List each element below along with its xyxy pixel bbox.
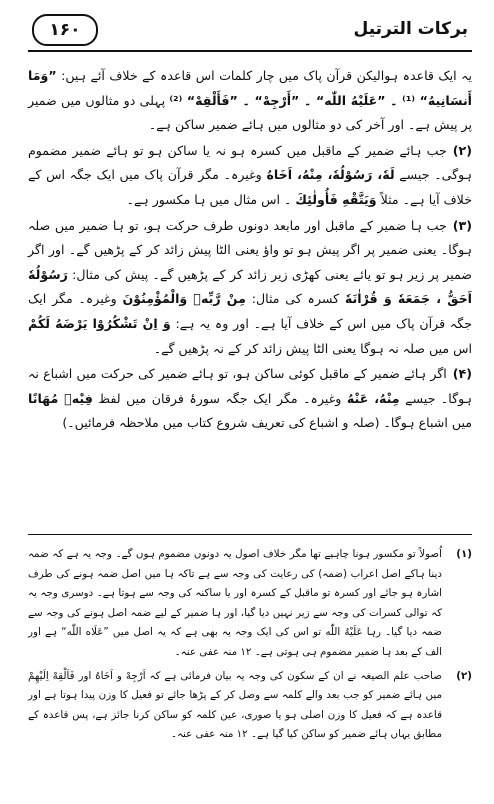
paragraph-number: (۴) xyxy=(452,366,472,382)
quranic-words: وَيَتَّقْهِ فَأُولٰئِكَ xyxy=(295,191,377,207)
rule-paragraph-2 xyxy=(28,139,472,213)
quranic-words: مِنْهُ، عَنْهُ xyxy=(346,390,400,406)
quranic-words: مِنْ رَّبِّهٖ وَالْمُؤْمِنُوْنَ xyxy=(122,291,246,307)
footnote xyxy=(28,667,472,745)
paragraph-text: جب ہا ضمیر کے ماقبل اور مابعد دونوں طرف حرکت ہو، تو ہا ضمیر میں صلہ ہوگا۔ یعنی ضمیر پر اگر پیش ہو تو واؤ یعنی الٹا پیش زائد کر کے پڑھیں گے۔ اور اگر ضمیر پر زیر ہو تو یائے یعنی کھڑی زیر زائد کر کے پڑھیں گے۔ پیش کی مثال: xyxy=(28,217,472,282)
paragraph-text: پہلی دو مثالوں میں ضمیر پر پیش ہے۔ اور آخر کی دو مثالوں میں ہائے ضمیر ساکن ہے۔ xyxy=(28,92,472,133)
header-rule xyxy=(28,50,472,52)
quranic-words: فِيْهٖ مُهَانًا xyxy=(28,390,93,406)
footnote-divider xyxy=(28,534,472,535)
paragraph-text: اس میں صلہ نہ ہوگا یعنی الٹا پیش زائد کر کے نہ پڑھیں گے۔ xyxy=(153,340,472,356)
footnote-text: صاحب علم الصیغہ نے ان کے سکون کی وجہ یہ بیان فرمائی ہے کہ اَرْجِهْ و اَخَاهُ اور فَاَلْقِهْ اِلَيْهِمْ میں ہائے ضمیر کو جب بعد والے کلمہ سے وصل کر کے پڑھا جائے تو فعیل کا وزن پیدا ہوتا ہے اور قاعدہ ہے کہ فعیل کا وزن اصلی ہو یا صوری، عین کلمہ کو ساکن کرنا جائز ہے، پس قاعدہ کے مطابق یہاں ہائے ضمیر کو ساکن کیا گیا ہے۔ ۱۲ منہ عفی عنہ۔ xyxy=(28,669,442,741)
paragraph-text: وغیرہ۔ مگر ایک جگہ سورۂ فرقان میں لفظ xyxy=(92,390,347,406)
paragraph-text: وغیرہ۔ مگر ایک جگہ قرآن پاک میں اس کے خلاف آیا ہے۔ اور وہ یہ ہے: xyxy=(28,291,472,331)
rule-paragraph-3 xyxy=(28,214,472,362)
intro-paragraph xyxy=(28,64,472,138)
running-title: برکات الترتیل xyxy=(353,19,468,39)
footnote-text: اُصولاً تو مکسور ہونا چاہیے تھا مگر خلاف اصول یہ دونوں مضموم ہوں گے۔ وجہ یہ ہے کہ ضمہ دینا ہاکے اصل اعراب (ضمہ) کی رعایت کی وجہ سے ہے تاکہ ہا میں اصل ضمہ ہونے کی طرف اشارہ ہو جائے اور کسرہ تو ماقبل کے کسرہ اور یا ساکنہ کی وجہ سے ہوتا ہے۔ دوسری وجہ یہ کہ توالی کسرات کی وجہ سے زیر نہیں دیا گیا، اور ہا ضمیر کے لیے ضمہ اصل ہونے کی وجہ سے ضمہ دیا گیا۔ رہا عَلَيْهُ اللّٰه تو اس کی ایک وجہ یہ بھی ہے کہ یہ اصل میں ”عَلَاه اللّٰه“ ہے اور الف کے بعد ہا ضمیر مضموم ہی ہوتی ہے۔ ۱۲ منہ عفی عنہ۔ xyxy=(28,548,442,658)
paragraph-text: میں اشباع ہوگا۔ (صلہ و اشباع کی تعریف شروع کتاب میں ملاحظہ فرمائیں۔) xyxy=(62,415,472,431)
paragraph-text: وغیرہ۔ مگر قرآن پاک میں ایک جگہ اس کے خلاف آیا ہے۔ مثلاً xyxy=(28,167,472,207)
footnote-number: (۲) xyxy=(456,669,472,682)
paragraph-text: جب ہائے ضمیر کے ماقبل میں کسرہ ہو نہ یا ساکن ہو تو ہائے ضمیر مضموم ہوگی۔ جیسے xyxy=(28,142,472,183)
quranic-words: وَ اِنْ تَشْكُرُوْا يَرْضَهُ لَكُمْ xyxy=(28,315,171,331)
paragraph-text: اگر ہائے ضمیر کے ماقبل کوئی ساکن ہو، تو ہائے ضمیر کی حرکت میں اشباع نہ ہوگا۔ جیسے xyxy=(28,366,473,406)
footnote xyxy=(28,545,472,663)
footnote-number: (۱) xyxy=(456,548,472,560)
page-header xyxy=(28,10,472,52)
paragraph-text: یہ ایک قاعدہ ہوالیکن قرآن پاک میں چار کلمات اس قاعدہ کے خلاف آئے ہیں: xyxy=(56,68,472,83)
paragraph-number: (۳) xyxy=(452,217,472,233)
quranic-words: ”وَمَا أَنسَانِيهُ“ ⁽¹⁾ ۔ ”عَلَيْهُ اللّٰه“ ۔ ”أَرْجِهْ“ ۔ ”فَأَلْقِهْ“ ⁽²⁾ xyxy=(28,68,472,108)
quranic-words: رَسُوْلُهٗ اَحَقُّ ، جَمَعَهٗ وَ قُرْاٰنَهٗ xyxy=(28,266,472,307)
rule-paragraph-4 xyxy=(28,362,472,436)
quranic-words: لَهٗ، رَسُوْلُهٗ، مِنْهُ، اَخَاهُ xyxy=(266,167,395,183)
footnotes xyxy=(28,545,472,749)
page-number: ۱۶۰ xyxy=(32,14,98,46)
paragraph-number: (۲) xyxy=(452,142,472,158)
paragraph-text: کسرہ کی مثال: xyxy=(245,291,345,307)
main-text xyxy=(28,64,472,437)
paragraph-text: ۔ اس مثال میں ہا مکسور ہے۔ xyxy=(126,191,296,207)
